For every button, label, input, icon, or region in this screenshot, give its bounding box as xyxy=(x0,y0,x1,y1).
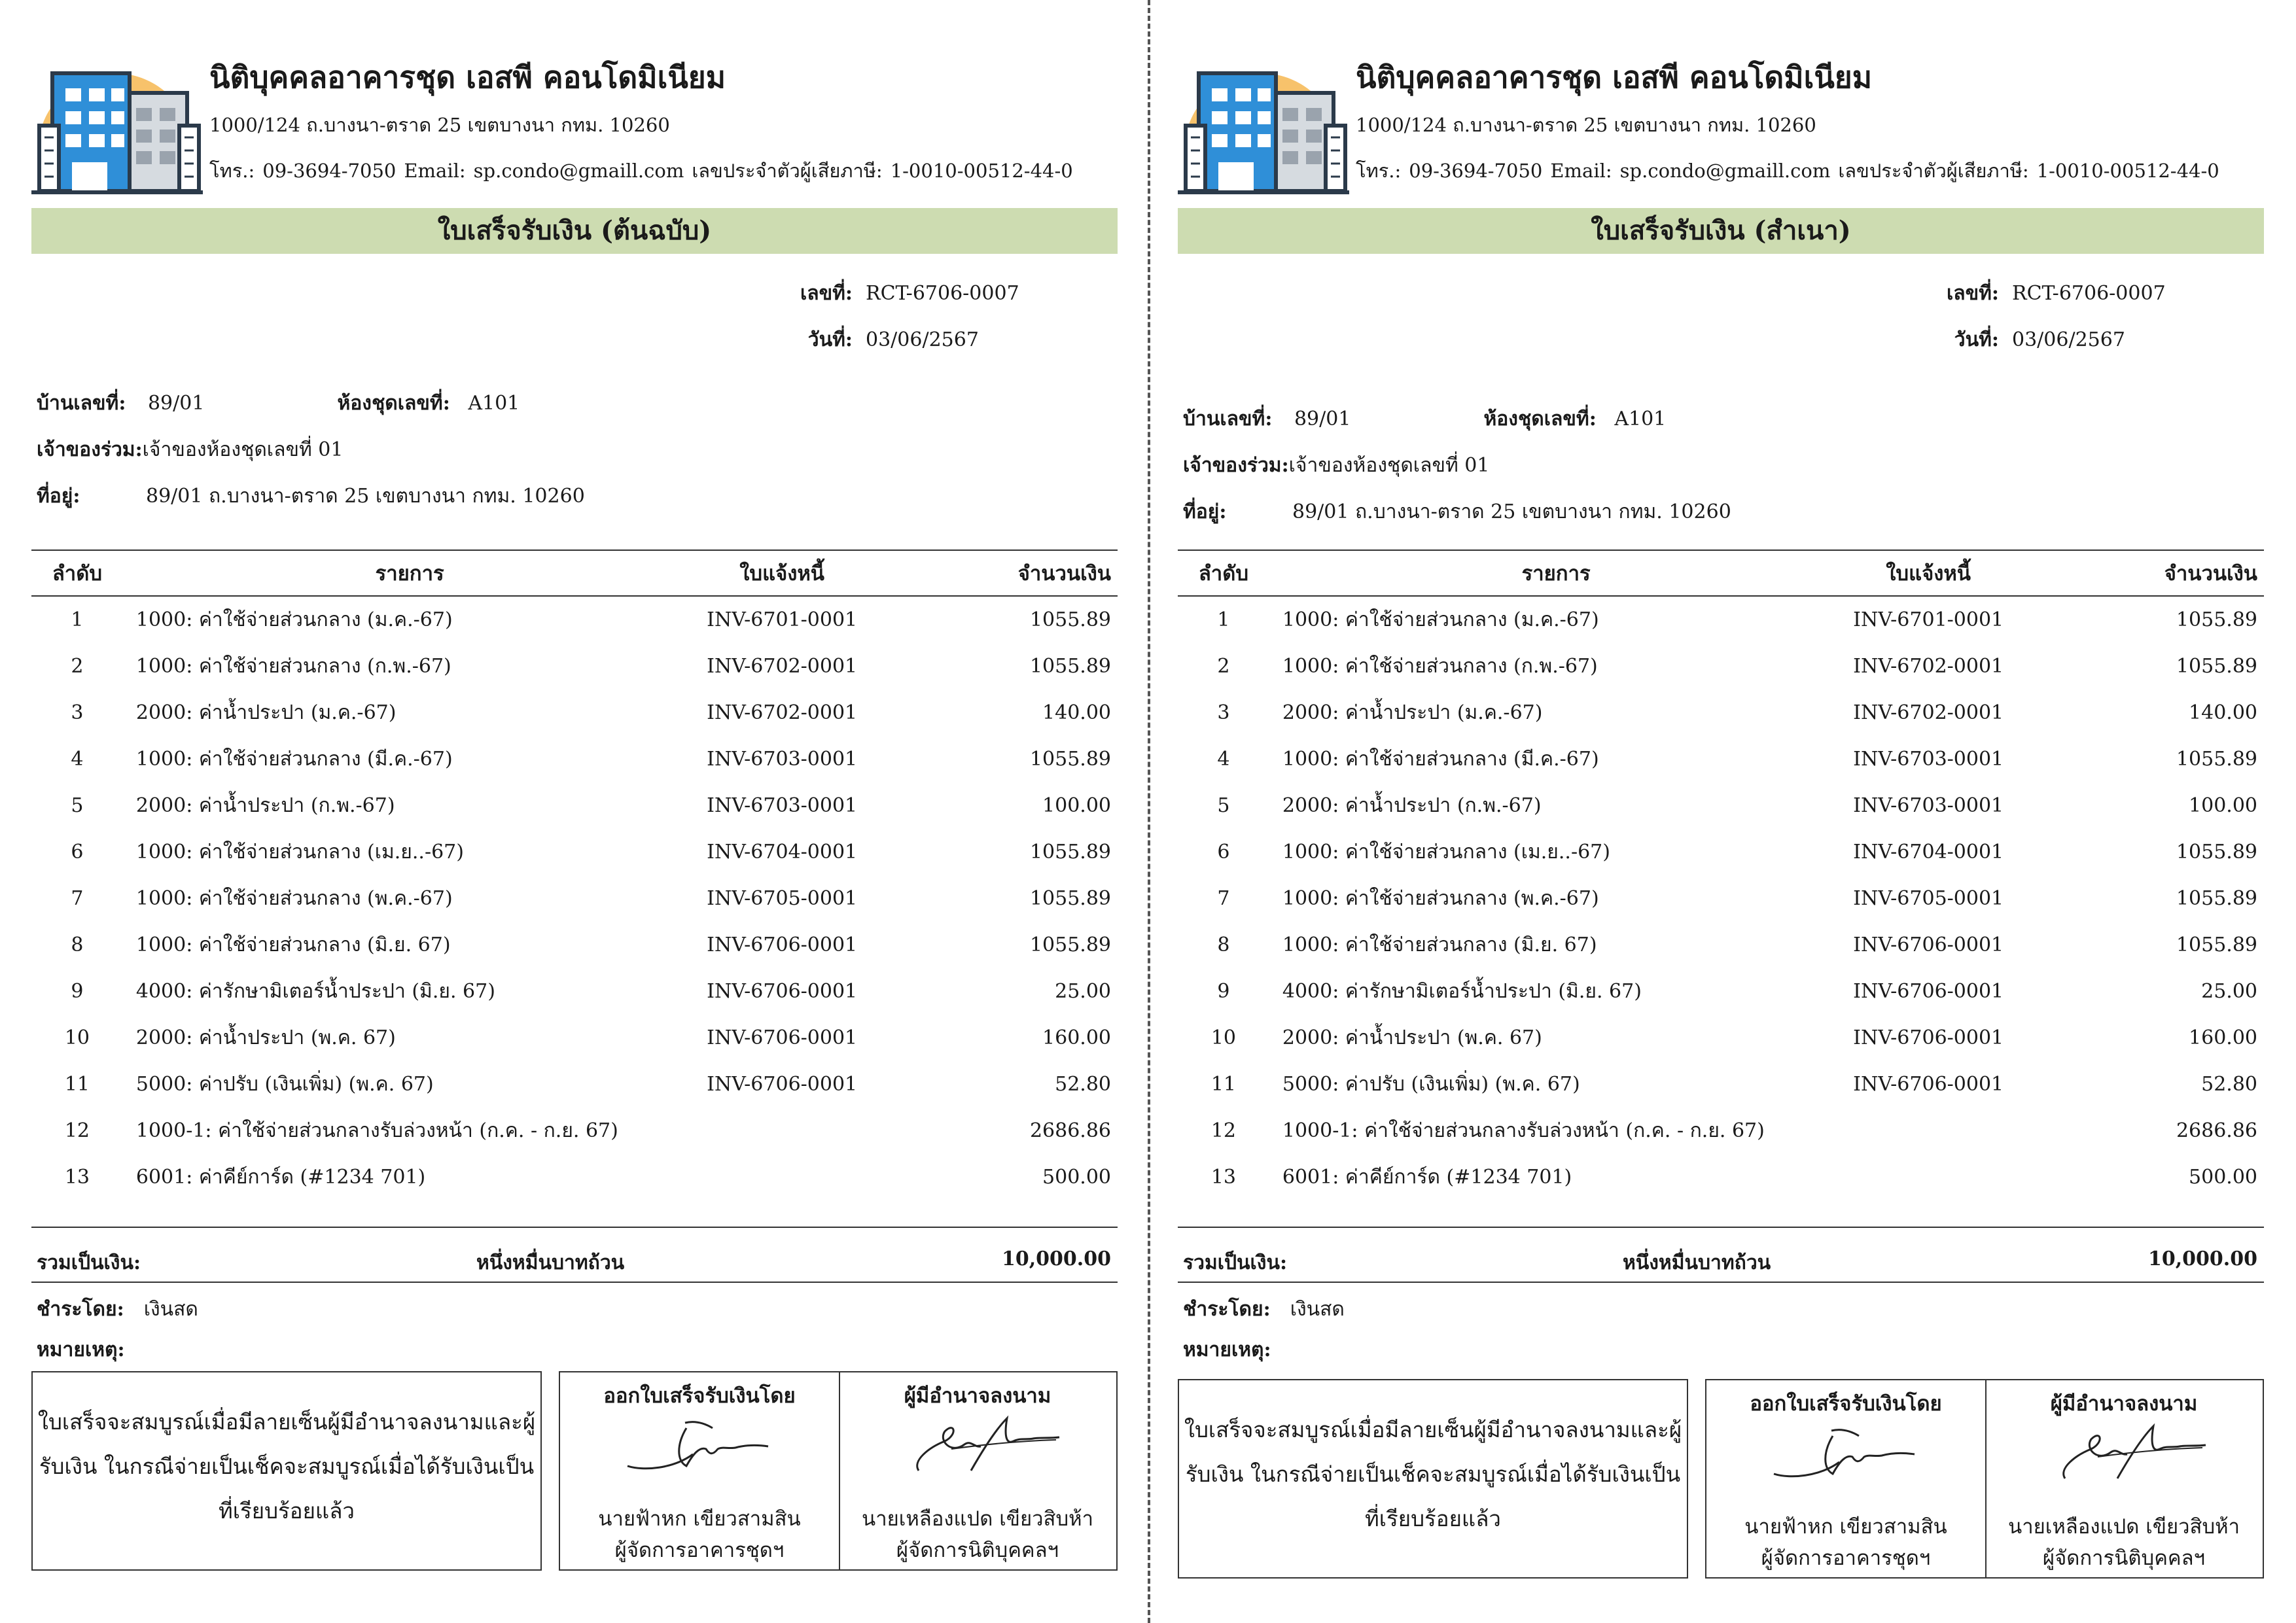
header-invoice: ใบแจ้งหนี้ xyxy=(1830,550,2026,596)
row-invoice: INV-6703-0001 xyxy=(707,748,858,771)
row-invoice: INV-6703-0001 xyxy=(1853,794,2004,817)
row-invoice: INV-6706-0001 xyxy=(1853,934,2004,956)
row-desc: 5000: ค่าปรับ (เงินเพิ่ม) (พ.ค. 67) xyxy=(135,1073,434,1096)
note-line: ที่เรียบร้อยแล้ว xyxy=(1365,1506,1501,1531)
row-amount: 25.00 xyxy=(1055,980,1111,1003)
row-no: 5 xyxy=(1217,794,1230,817)
issuer-position: ผู้จัดการอาคารชุดฯ xyxy=(1761,1546,1931,1570)
total-words: หนึ่งหมื่นบาทถ้วน xyxy=(476,1251,625,1274)
receipt-no-label: เลขที่: xyxy=(1947,282,1999,305)
note-box xyxy=(31,1371,542,1571)
authorized-signature xyxy=(1985,1380,2263,1577)
table-row xyxy=(1178,689,2264,736)
unit-value: A101 xyxy=(468,392,520,415)
phone-label: โทร.: xyxy=(1356,160,1402,182)
row-amount: 1055.89 xyxy=(2176,748,2257,771)
row-no: 6 xyxy=(71,841,84,864)
row-invoice xyxy=(1830,1154,2026,1200)
payment-label: ชำระโดย: xyxy=(1183,1298,1271,1321)
table-row xyxy=(1178,782,2264,829)
row-desc: 1000-1: ค่าใช้จ่ายส่วนกลางรับล่วงหน้า (ก.ค. - ก.ย. 67) xyxy=(1282,1119,1765,1142)
receipt-date-label: วันที่: xyxy=(807,328,853,351)
tax-id-value: 1-0010-00512-44-0 xyxy=(2036,160,2219,182)
row-amount: 1055.89 xyxy=(2176,655,2257,678)
phone-value: 09-3694-7050 xyxy=(1409,160,1543,182)
row-invoice: INV-6702-0001 xyxy=(1853,655,2004,678)
row-no: 1 xyxy=(71,608,84,631)
row-invoice xyxy=(1830,1108,2026,1154)
items-table xyxy=(31,550,1118,1228)
building-logo-icon xyxy=(1178,52,1349,198)
owner-info xyxy=(1183,450,1489,481)
issuer-name: นายฟ้าหก เขียวสามสิน xyxy=(598,1507,801,1531)
row-amount: 140.00 xyxy=(1042,701,1111,724)
row-invoice: INV-6706-0001 xyxy=(707,980,858,1003)
authorized-position: ผู้จัดการนิติบุคคลฯ xyxy=(896,1539,1059,1562)
remark-label: หมายเหตุ: xyxy=(37,1338,125,1361)
tax-id-value: 1-0010-00512-44-0 xyxy=(890,160,1073,182)
row-no: 12 xyxy=(64,1119,90,1142)
address-value: 89/01 ถ.บางนา-ตราด 25 เขตบางนา กทม. 10260 xyxy=(146,485,585,508)
cut-line-divider xyxy=(1148,0,1150,1623)
email-value: sp.condo@gmaill.com xyxy=(1619,160,1831,182)
table-row xyxy=(31,875,1118,922)
note-line: รับเงิน ในกรณีจ่ายเป็นเช็คจะสมบูรณ์เมื่อได้รับเงินเป็น xyxy=(1185,1461,1681,1487)
table-row xyxy=(1178,1015,2264,1061)
row-desc: 1000: ค่าใช้จ่ายส่วนกลาง (มี.ค.-67) xyxy=(1282,748,1599,771)
row-amount: 160.00 xyxy=(2189,1026,2257,1049)
email-value: sp.condo@gmaill.com xyxy=(473,160,684,182)
row-no: 10 xyxy=(1210,1026,1237,1049)
row-no: 3 xyxy=(71,701,84,724)
row-invoice: INV-6706-0001 xyxy=(707,934,858,956)
row-amount: 1055.89 xyxy=(2176,608,2257,631)
row-amount: 1055.89 xyxy=(1029,655,1111,678)
receipt-title: ใบเสร็จรับเงิน (ต้นฉบับ) xyxy=(31,208,1118,254)
total-label: รวมเป็นเงิน: xyxy=(1183,1251,1288,1274)
row-desc: 1000: ค่าใช้จ่ายส่วนกลาง (ม.ค.-67) xyxy=(135,608,453,631)
authorized-signature xyxy=(839,1372,1116,1569)
table-row xyxy=(31,968,1118,1015)
row-desc: 4000: ค่ารักษามิเตอร์น้ำประปา (มิ.ย. 67) xyxy=(1282,980,1642,1003)
row-amount: 100.00 xyxy=(2189,794,2257,817)
receipt-no-label: เลขที่: xyxy=(800,282,853,305)
row-amount: 100.00 xyxy=(1042,794,1111,817)
email-label: Email: xyxy=(1550,160,1612,182)
authorized-position: ผู้จัดการนิติบุคคลฯ xyxy=(2042,1546,2206,1570)
row-desc: 2000: ค่าน้ำประปา (ก.พ.-67) xyxy=(135,794,395,817)
house-label: บ้านเลขที่: xyxy=(1183,408,1273,430)
items-table xyxy=(1178,550,2264,1228)
receipt-original xyxy=(31,0,1118,1623)
payment-value: เงินสด xyxy=(143,1298,198,1321)
row-amount: 1055.89 xyxy=(1029,841,1111,864)
note-line: รับเงิน ในกรณีจ่ายเป็นเช็คจะสมบูรณ์เมื่อได้รับเงินเป็น xyxy=(39,1454,535,1479)
house-info xyxy=(37,388,520,419)
table-row xyxy=(31,829,1118,875)
row-no: 2 xyxy=(1217,655,1230,678)
note-line: ใบเสร็จจะสมบูรณ์เมื่อมีลายเซ็นผู้มีอำนาจลงนามและผู้ xyxy=(1184,1417,1682,1442)
address-info xyxy=(1183,497,1731,527)
owner-info xyxy=(37,434,343,465)
table-row xyxy=(31,736,1118,782)
building-logo-icon xyxy=(31,52,203,198)
table-row xyxy=(1178,1061,2264,1108)
row-invoice: INV-6706-0001 xyxy=(1853,980,2004,1003)
row-invoice: INV-6706-0001 xyxy=(1853,1073,2004,1096)
table-row xyxy=(31,922,1118,968)
table-row xyxy=(31,643,1118,689)
issuer-name: นายฟ้าหก เขียวสามสิน xyxy=(1744,1515,1947,1539)
row-amount: 1055.89 xyxy=(1029,887,1111,910)
row-no: 11 xyxy=(64,1073,90,1096)
row-desc: 1000: ค่าใช้จ่ายส่วนกลาง (ก.พ.-67) xyxy=(1282,655,1598,678)
receipt-date-label: วันที่: xyxy=(1954,328,1999,351)
table-row xyxy=(31,1154,1118,1200)
row-desc: 1000-1: ค่าใช้จ่ายส่วนกลางรับล่วงหน้า (ก.ค. - ก.ย. 67) xyxy=(135,1119,618,1142)
issuer-signature xyxy=(1706,1380,1987,1577)
payment-method xyxy=(37,1294,198,1325)
row-desc: 1000: ค่าใช้จ่ายส่วนกลาง (ก.พ.-67) xyxy=(135,655,451,678)
table-row xyxy=(1178,922,2264,968)
row-desc: 1000: ค่าใช้จ่ายส่วนกลาง (มิ.ย. 67) xyxy=(1282,934,1597,956)
row-no: 4 xyxy=(71,748,84,771)
receipt-copy xyxy=(1178,0,2264,1623)
row-no: 7 xyxy=(1217,887,1230,910)
header-amount: จำนวนเงิน xyxy=(2026,550,2264,596)
signature-icon xyxy=(614,1408,785,1480)
header-amount: จำนวนเงิน xyxy=(880,550,1118,596)
payment-method xyxy=(1183,1294,1345,1325)
table-spacer xyxy=(31,1200,1118,1227)
authorized-name: นายเหลืองแปด เขียวสิบห้า xyxy=(862,1507,1093,1531)
row-invoice: INV-6704-0001 xyxy=(1853,841,2004,864)
house-value: 89/01 xyxy=(1294,408,1351,430)
company-contact xyxy=(209,156,1081,186)
row-amount: 500.00 xyxy=(1042,1166,1111,1189)
row-invoice: INV-6702-0001 xyxy=(1853,701,2004,724)
row-desc: 6001: ค่าคีย์การ์ด (#1234 701) xyxy=(1282,1166,1572,1189)
row-desc: 1000: ค่าใช้จ่ายส่วนกลาง (พ.ค.-67) xyxy=(135,887,453,910)
email-label: Email: xyxy=(404,160,466,182)
row-desc: 1000: ค่าใช้จ่ายส่วนกลาง (มี.ค.-67) xyxy=(135,748,453,771)
authorized-name: นายเหลืองแปด เขียวสิบห้า xyxy=(2008,1515,2240,1539)
row-invoice: INV-6704-0001 xyxy=(707,841,858,864)
row-invoice xyxy=(684,1154,880,1200)
table-row xyxy=(1178,643,2264,689)
row-desc: 5000: ค่าปรับ (เงินเพิ่ม) (พ.ค. 67) xyxy=(1282,1073,1580,1096)
signature-icon xyxy=(892,1408,1063,1480)
row-amount: 1055.89 xyxy=(1029,608,1111,631)
row-invoice xyxy=(684,1108,880,1154)
company-name: นิติบุคคลอาคารชุด เอสพี คอนโดมิเนียม xyxy=(1356,60,1873,95)
row-amount: 1055.89 xyxy=(1029,748,1111,771)
signature-icon xyxy=(1761,1416,1931,1488)
row-no: 2 xyxy=(71,655,84,678)
row-invoice: INV-6706-0001 xyxy=(707,1073,858,1096)
address-value: 89/01 ถ.บางนา-ตราด 25 เขตบางนา กทม. 10260 xyxy=(1292,500,1731,523)
table-row xyxy=(31,1108,1118,1154)
unit-value: A101 xyxy=(1614,408,1667,430)
row-amount: 1055.89 xyxy=(2176,887,2257,910)
company-name: นิติบุคคลอาคารชุด เอสพี คอนโดมิเนียม xyxy=(209,60,726,95)
row-amount: 2686.86 xyxy=(1029,1119,1111,1142)
house-label: บ้านเลขที่: xyxy=(37,392,126,415)
signature-box xyxy=(1705,1379,2264,1579)
address-label: ที่อยู่: xyxy=(1183,500,1227,523)
company-contact xyxy=(1356,156,2227,186)
row-amount: 160.00 xyxy=(1042,1026,1111,1049)
row-no: 7 xyxy=(71,887,84,910)
row-no: 3 xyxy=(1217,701,1230,724)
row-desc: 2000: ค่าน้ำประปา (ม.ค.-67) xyxy=(1282,701,1543,724)
row-amount: 500.00 xyxy=(2189,1166,2257,1189)
table-row xyxy=(1178,968,2264,1015)
receipt-date-value: 03/06/2567 xyxy=(2012,328,2125,351)
header-no: ลำดับ xyxy=(31,550,123,596)
row-invoice: INV-6701-0001 xyxy=(707,608,858,631)
table-header xyxy=(31,550,1118,596)
row-desc: 1000: ค่าใช้จ่ายส่วนกลาง (พ.ค.-67) xyxy=(1282,887,1599,910)
row-invoice: INV-6705-0001 xyxy=(707,887,858,910)
row-amount: 52.80 xyxy=(2201,1073,2257,1096)
row-amount: 52.80 xyxy=(1055,1073,1111,1096)
row-desc: 2000: ค่าน้ำประปา (ก.พ.-67) xyxy=(1282,794,1542,817)
table-row xyxy=(1178,596,2264,643)
signature-box xyxy=(559,1371,1118,1571)
total-amount: 10,000.00 xyxy=(1001,1248,1111,1270)
tax-label: เลขประจำตัวผู้เสียภาษี: xyxy=(692,160,883,182)
phone-value: 09-3694-7050 xyxy=(262,160,397,182)
header-invoice: ใบแจ้งหนี้ xyxy=(684,550,880,596)
table-row xyxy=(1178,1154,2264,1200)
total-row xyxy=(31,1234,1118,1283)
authorized-heading: ผู้มีอำนาจลงนาม xyxy=(904,1384,1051,1408)
row-amount: 140.00 xyxy=(2189,701,2257,724)
row-amount: 1055.89 xyxy=(2176,841,2257,864)
row-desc: 6001: ค่าคีย์การ์ด (#1234 701) xyxy=(135,1166,426,1189)
house-info xyxy=(1183,404,1666,434)
row-no: 12 xyxy=(1210,1119,1237,1142)
row-desc: 1000: ค่าใช้จ่ายส่วนกลาง (มิ.ย. 67) xyxy=(135,934,451,956)
address-label: ที่อยู่: xyxy=(37,485,80,508)
row-desc: 1000: ค่าใช้จ่ายส่วนกลาง (เม.ย..-67) xyxy=(1282,841,1610,864)
table-row xyxy=(31,689,1118,736)
row-amount: 1055.89 xyxy=(1029,934,1111,956)
issuer-heading: ออกใบเสร็จรับเงินโดย xyxy=(603,1384,796,1408)
row-desc: 2000: ค่าน้ำประปา (ม.ค.-67) xyxy=(135,701,397,724)
row-amount: 25.00 xyxy=(2201,980,2257,1003)
table-row xyxy=(1178,736,2264,782)
owner-value: เจ้าของห้องชุดเลขที่ 01 xyxy=(1288,454,1490,477)
total-label: รวมเป็นเงิน: xyxy=(37,1251,141,1274)
tax-label: เลขประจำตัวผู้เสียภาษี: xyxy=(1838,160,2029,182)
note-line: ใบเสร็จจะสมบูรณ์เมื่อมีลายเซ็นผู้มีอำนาจลงนามและผู้ xyxy=(37,1409,536,1435)
row-invoice: INV-6706-0001 xyxy=(1853,1026,2004,1049)
row-no: 9 xyxy=(1217,980,1230,1003)
table-row xyxy=(31,1061,1118,1108)
row-no: 13 xyxy=(64,1166,90,1189)
table-spacer xyxy=(1178,1200,2264,1227)
payment-value: เงินสด xyxy=(1290,1298,1345,1321)
table-row xyxy=(31,596,1118,643)
table-header xyxy=(1178,550,2264,596)
row-invoice: INV-6706-0001 xyxy=(707,1026,858,1049)
unit-label: ห้องชุดเลขที่: xyxy=(1483,408,1597,430)
row-no: 4 xyxy=(1217,748,1230,771)
row-no: 1 xyxy=(1217,608,1230,631)
row-invoice: INV-6702-0001 xyxy=(707,655,858,678)
row-desc: 1000: ค่าใช้จ่ายส่วนกลาง (เม.ย..-67) xyxy=(135,841,464,864)
authorized-heading: ผู้มีอำนาจลงนาม xyxy=(2050,1392,2198,1416)
receipt-date-value: 03/06/2567 xyxy=(866,328,979,351)
row-no: 6 xyxy=(1217,841,1230,864)
row-amount: 1055.89 xyxy=(2176,934,2257,956)
total-words: หนึ่งหมื่นบาทถ้วน xyxy=(1623,1251,1771,1274)
row-desc: 4000: ค่ารักษามิเตอร์น้ำประปา (มิ.ย. 67) xyxy=(135,980,495,1003)
row-no: 8 xyxy=(1217,934,1230,956)
note-box xyxy=(1178,1379,1688,1579)
row-invoice: INV-6702-0001 xyxy=(707,701,858,724)
row-desc: 1000: ค่าใช้จ่ายส่วนกลาง (ม.ค.-67) xyxy=(1282,608,1599,631)
row-invoice: INV-6701-0001 xyxy=(1853,608,2004,631)
owner-label: เจ้าของร่วม: xyxy=(37,438,143,461)
phone-label: โทร.: xyxy=(209,160,255,182)
row-desc: 2000: ค่าน้ำประปา (พ.ค. 67) xyxy=(135,1026,396,1049)
issuer-signature xyxy=(560,1372,840,1569)
owner-value: เจ้าของห้องชุดเลขที่ 01 xyxy=(142,438,344,461)
total-amount: 10,000.00 xyxy=(2147,1248,2257,1270)
issuer-heading: ออกใบเสร็จรับเงินโดย xyxy=(1750,1392,1942,1416)
table-row xyxy=(1178,875,2264,922)
signature-icon xyxy=(2039,1416,2209,1488)
row-desc: 2000: ค่าน้ำประปา (พ.ค. 67) xyxy=(1282,1026,1542,1049)
header-no: ลำดับ xyxy=(1178,550,1269,596)
row-no: 13 xyxy=(1210,1166,1237,1189)
row-amount: 2686.86 xyxy=(2176,1119,2257,1142)
table-row xyxy=(31,782,1118,829)
row-no: 8 xyxy=(71,934,84,956)
table-row xyxy=(1178,1108,2264,1154)
row-no: 5 xyxy=(71,794,84,817)
house-value: 89/01 xyxy=(147,392,205,415)
header-desc: รายการ xyxy=(1269,550,1831,596)
row-no: 11 xyxy=(1210,1073,1237,1096)
header-desc: รายการ xyxy=(123,550,684,596)
row-no: 10 xyxy=(64,1026,90,1049)
address-info xyxy=(37,481,585,512)
issuer-position: ผู้จัดการอาคารชุดฯ xyxy=(614,1539,785,1562)
row-invoice: INV-6703-0001 xyxy=(707,794,858,817)
payment-label: ชำระโดย: xyxy=(37,1298,124,1321)
row-no: 9 xyxy=(71,980,84,1003)
owner-label: เจ้าของร่วม: xyxy=(1183,454,1289,477)
remark-label: หมายเหตุ: xyxy=(1183,1338,1271,1361)
table-row xyxy=(1178,829,2264,875)
unit-label: ห้องชุดเลขที่: xyxy=(337,392,450,415)
row-invoice: INV-6705-0001 xyxy=(1853,887,2004,910)
company-address: 1000/124 ถ.บางนา-ตราด 25 เขตบางนา กทม. 10260 xyxy=(209,114,670,136)
receipt-no-value: RCT-6706-0007 xyxy=(2012,282,2166,305)
total-row xyxy=(1178,1234,2264,1283)
receipt-no-value: RCT-6706-0007 xyxy=(866,282,1019,305)
receipt-title: ใบเสร็จรับเงิน (สำเนา) xyxy=(1178,208,2264,254)
table-row xyxy=(31,1015,1118,1061)
note-line: ที่เรียบร้อยแล้ว xyxy=(219,1498,355,1524)
company-address: 1000/124 ถ.บางนา-ตราด 25 เขตบางนา กทม. 10260 xyxy=(1356,114,1816,136)
row-invoice: INV-6703-0001 xyxy=(1853,748,2004,771)
